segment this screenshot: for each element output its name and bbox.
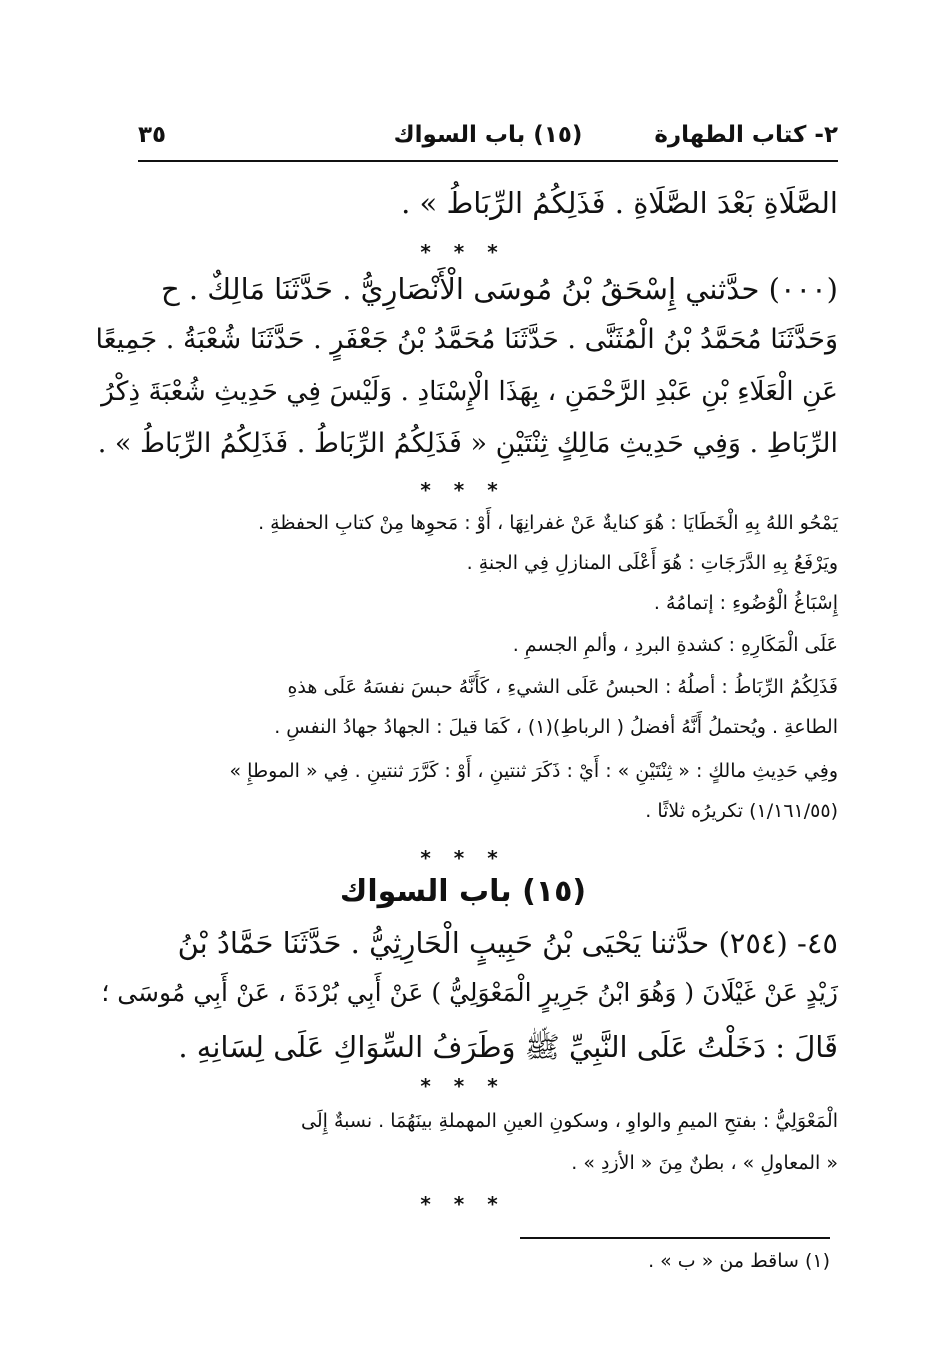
separator-stars: * * * <box>420 240 506 264</box>
note-line: فَذَلِكُمُ الرِّبَاطُ : أصلُهُ : الحبسُ عَلَى الشيءِ ، كَأَنَّهُ حبسَ نفسَهُ عَلَى هذهِ <box>287 676 838 698</box>
note-line: (١/١٦١/٥٥) تكريرُه ثلاثًا . <box>645 800 838 822</box>
note-line: عَلَى الْمَكَارِهِ : كشدةِ البردِ ، وألمِ الجسمِ . <box>512 634 838 656</box>
page-number: ٣٥ <box>138 122 167 148</box>
separator-stars: * * * <box>420 1192 506 1216</box>
hadith-line: (٠٠٠) حدَّثني إِسْحَقُ بْنُ مُوسَى الْأَنْصَارِيُّ . حَدَّثَنَا مَالِكٌ . ح <box>160 272 838 306</box>
book-title: ٢- كتاب الطهارة <box>654 122 838 148</box>
hadith-line: عَنِ الْعَلَاءِ بْنِ عَبْدِ الرَّحْمَنِ ، بِهَذَا الْإِسْنَادِ . وَلَيْسَ فِي حَدِيثِ شُعْبَةَ ذِكْرُ <box>101 376 838 407</box>
separator-stars: * * * <box>420 1074 506 1098</box>
header-rule <box>138 160 838 162</box>
footnote: (١) ساقط من « ب » . <box>648 1250 830 1272</box>
text-line: الصَّلَاةِ بَعْدَ الصَّلَاةِ . فَذَلِكُمُ الرِّبَاطُ » . <box>401 186 838 220</box>
separator-stars: * * * <box>420 478 506 502</box>
hadith-line: ٤٥- (٢٥٤) حدَّثنا يَحْيَى بْنُ حَبِيبٍ الْحَارِثِيُّ . حَدَّثَنَا حَمَّادُ بْنُ <box>177 926 838 960</box>
hadith-line: وَحَدَّثَنَا مُحَمَّدُ بْنُ الْمُثَنَّى . حَدَّثَنَا مُحَمَّدُ بْنُ جَعْفَرٍ . حَدَّثَنَا شُعْبَةُ . جَمِيعًا <box>95 324 838 355</box>
hadith-line: زَيْدٍ عَنْ غَيْلَانَ ( وَهُوَ ابْنُ جَرِيرٍ الْمَعْوَلِيُّ ) عَنْ أَبِي بُرْدَةَ ، عَنْ أَبِي مُوسَى ؛ <box>101 978 838 1007</box>
page-header <box>138 122 838 156</box>
separator-stars: * * * <box>420 846 506 870</box>
note-line: إِسْبَاغُ الْوُضُوءِ : إتمامُهُ . <box>653 592 838 614</box>
note-line: ويَرْفَعُ بِهِ الدَّرَجَاتِ : هُوَ أَعْلَى المنازلِ فِي الجنةِ . <box>466 552 838 574</box>
note-line: وفِي حَدِيثِ مالكٍ : « ثِنْتَيْنِ » : أَيْ : ذَكَرَ ثنتينِ ، أَوْ : كَرَّرَ ثنتينِ . فِي « الموطإِ » <box>229 760 838 782</box>
hadith-line: قَالَ : دَخَلْتُ عَلَى النَّبِيِّ ﷺ وَطَرَفُ السِّوَاكِ عَلَى لِسَانِهِ . <box>178 1030 838 1064</box>
hadith-line: الرِّبَاطِ . وَفِي حَدِيثِ مَالِكٍ ثِنْتَيْنِ « فَذَلِكُمُ الرِّبَاطُ . فَذَلِكُمُ الرِّبَاطُ » . <box>97 428 838 459</box>
note-line: يَمْحُو اللهُ بِهِ الْخَطَايَا : هُوَ كنايةٌ عَنْ غفرانِهَا ، أَوْ : مَحوِها مِنْ كتابِ الحفظةِ . <box>258 512 838 534</box>
note-line: الْمَعْوَلِيُّ : بفتحِ الميمِ والواوِ ، وسكونِ العينِ المهملةِ بينَهُمَا . نسبةٌ إِلَى <box>301 1110 838 1132</box>
chapter-title-header: (١٥) باب السواك <box>393 122 583 148</box>
note-line: الطاعةِ . ويُحتملُ أَنَّهُ أفضلُ ( الرباطِ)(١) ، كَمَا قيلَ : الجهادُ جهادُ النفسِ . <box>274 716 838 738</box>
footnote-rule <box>520 1237 830 1239</box>
note-line: « المعاولِ » ، بطنٌ مِنَ « الأزدِ » . <box>571 1152 838 1174</box>
chapter-heading: (١٥) باب السواك <box>339 874 587 909</box>
